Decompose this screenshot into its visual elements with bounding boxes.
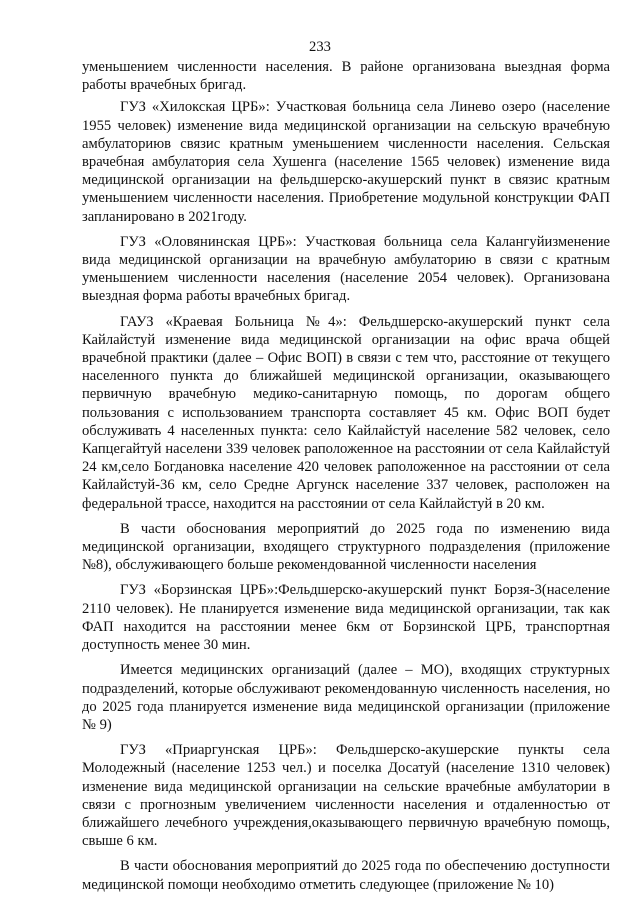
paragraph-continuation: уменьшением численности населения. В районе организована выездная форма работы врачебных бригад.: [82, 59, 610, 94]
paragraph-priargunsk: ГУЗ «Приаргунская ЦРБ»: Фельдшерско-акушерские пункты села Молодежный (население 1253 чел.) и поселка Досатуй (население 1310 человек) изменение вида медицинской организации на сельские врачебные амбулатории в связи с прогнозным увеличением численности населения и отдаленностью от ближайшего лечебного учреждения,оказывающего первичную врачебную помощь, свыше 6 км.: [82, 742, 610, 850]
body-text: [82, 58, 610, 901]
paragraph-appendix-9: Имеется медицинских организаций (далее – МО), входящих структурных подразделений, которые обслуживают рекомендованную численность населения, но до 2025 года планируется изменение вида медицинской организации (приложение № 9): [82, 662, 610, 733]
paragraph-olovyannaya: ГУЗ «Оловянинская ЦРБ»: Участковая больница села Калангуйизменение вида медицинской организации на врачебную амбулаторию в связи с кратным уменьшением численности населения (население 2054 человек). Организована выездная форма работы врачебных бригад.: [82, 233, 610, 305]
paragraph-khilok: ГУЗ «Хилокская ЦРБ»: Участковая больница села Линево озеро (население 1955 человек) изменение вида медицинской организации на сельскую врачебную амбулаториюв связис кратным уменьшением численности населения. Сельская врачебная амбулатория села Хушенга (население 1565 человек) изменение вида медицинской организации на фельдшерско-акушерский пункт в связис кратным уменьшением численности населения. Приобретение модульной конструкции ФАП запланировано в 2021году.: [82, 99, 610, 225]
paragraph-appendix-10: В части обоснования мероприятий до 2025 года по обеспечению доступности медицинской помощи необходимо отметить следующее (приложение № 10): [82, 858, 610, 893]
paragraph-borzya: ГУЗ «Борзинская ЦРБ»:Фельдшерско-акушерский пункт Борзя-3(население 2110 человек). Не планируется изменение вида медицинской организации, так как ФАП находится на расстоянии менее 6км от Борзинской ЦРБ, транспортная доступность менее 30 мин.: [82, 582, 610, 654]
paragraph-hospital-4: ГАУЗ «Краевая Больница №4»: Фельдшерско-акушерский пункт села Кайлайстуй изменение вида медицинской организации на офис врача общей врачебной практики (далее – Офис ВОП) в связи с тем что, расстояние от текущего населенного пункта до ближайшей медицинской организации, оказывающего первичную врачебную медико-санитарную помощь, по дорогам общего пользования с использованием транспорта составляет 45 км. Офис ВОП будет обслуживать 4 населенных пункта: село Кайлайстуй население 582 человек, село Капцегайтуй населени 339 человек раположенное на расстоянии от села Кайлайстуй 24 км,село Богдановка население 420 человек раположенное на расстоянии от села Кайлайстуй-36 км, село Средне Аргунск население 337 человек, расположен на федеральной трассе, находится на расстоянии от села Кайлайстуй в 20 км.: [82, 313, 610, 512]
page-number: 233: [309, 39, 331, 55]
paragraph-appendix-8: В части обоснования мероприятий до 2025 года по изменению вида медицинской организации, входящего структурного подразделения (приложение №8), обслуживающего больше рекомендованной численности населения: [82, 520, 610, 574]
